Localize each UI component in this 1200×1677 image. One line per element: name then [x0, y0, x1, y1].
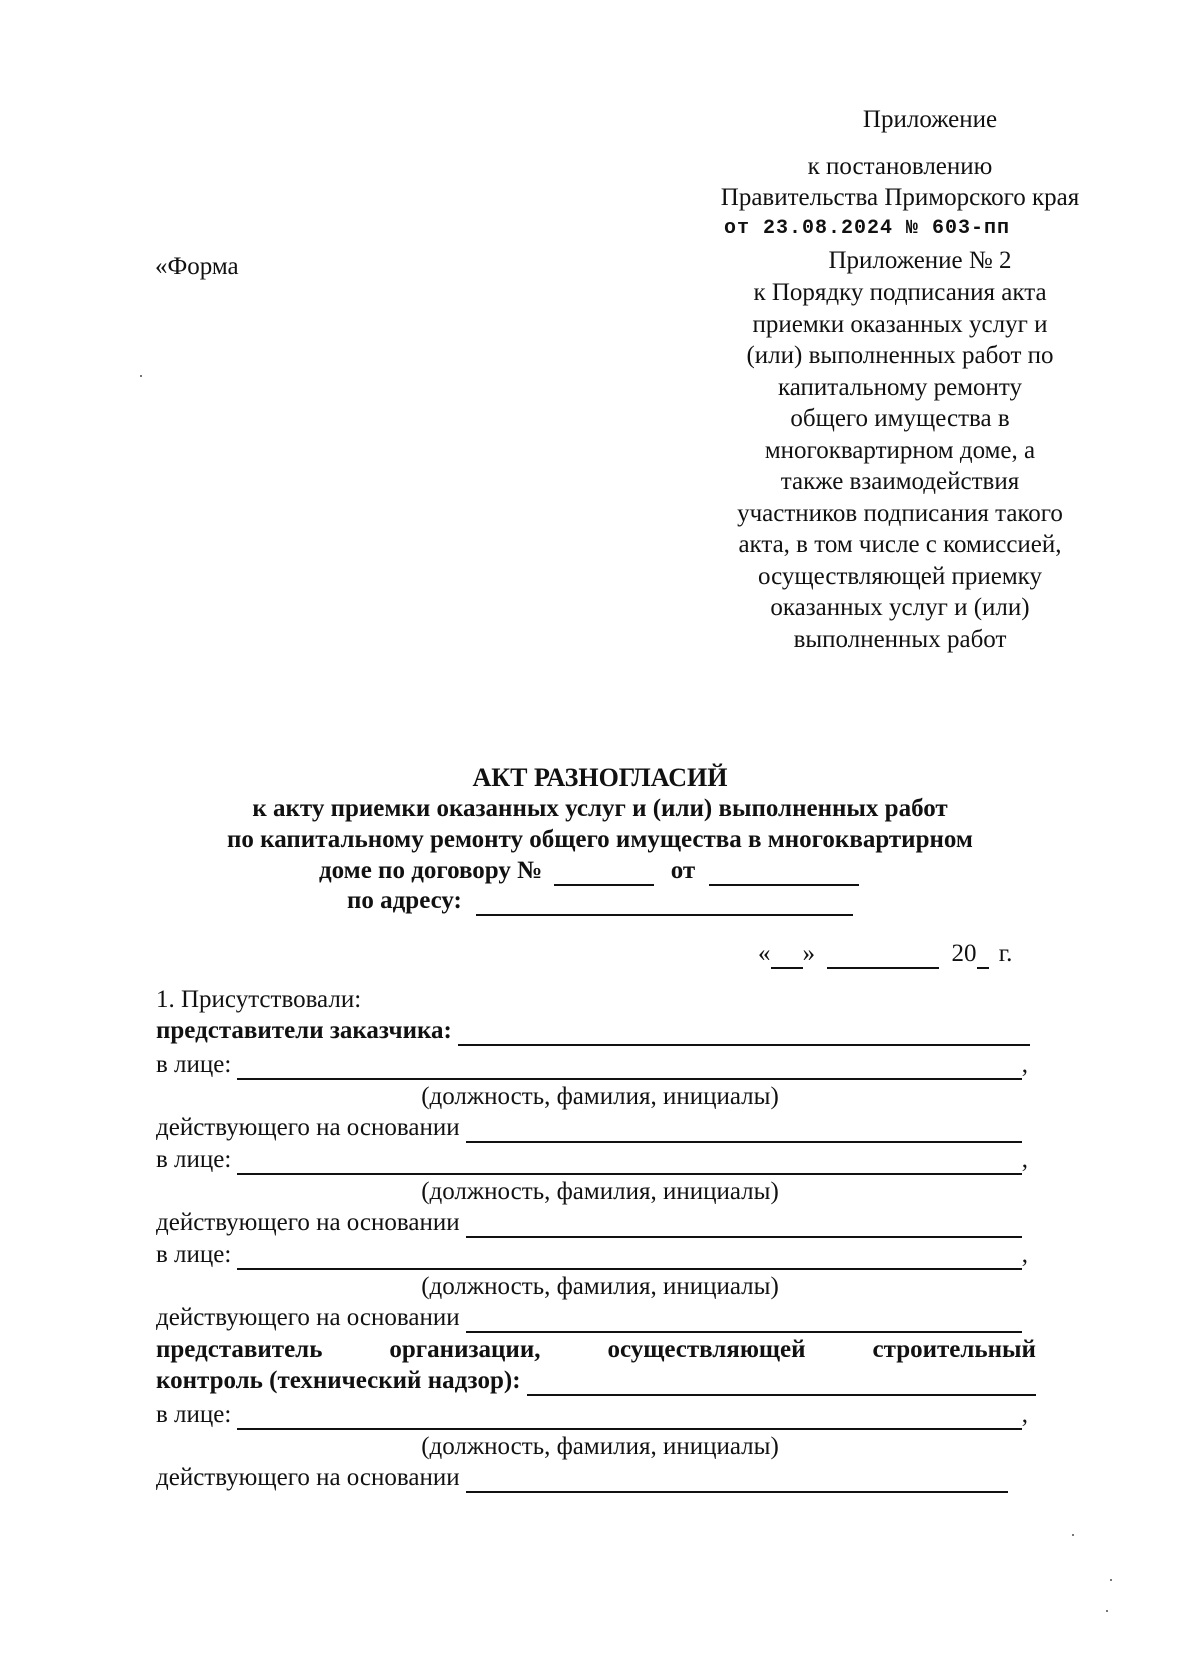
in-person-blank[interactable]: [237, 1406, 1021, 1430]
to-resolution: к постановлению: [807, 153, 993, 180]
day-blank[interactable]: [771, 945, 803, 969]
acting-basis-label: действующего на основании: [156, 1209, 460, 1236]
comma: ,: [1021, 1146, 1028, 1173]
scan-speck: [1106, 1610, 1108, 1612]
supervisor-word: строительный: [872, 1336, 1036, 1363]
comma: ,: [1021, 1051, 1028, 1078]
acting-basis-row: [156, 1113, 1022, 1143]
in-person-blank[interactable]: [237, 1056, 1021, 1080]
order-line: осуществляющей приемку: [758, 562, 1042, 590]
scan-speck: [140, 375, 142, 377]
open-quote: «: [758, 940, 771, 967]
year-prefix: 20: [951, 940, 977, 967]
resolution-stamp: от 23.08.2024 № 603-пп: [724, 217, 1011, 240]
order-line: общего имущества в: [790, 405, 1010, 432]
position-caption: (должность, фамилия, инициалы): [421, 1433, 779, 1460]
position-caption: (должность, фамилия, инициалы): [421, 1083, 779, 1110]
title-line-4: [347, 886, 853, 916]
year-suffix: г.: [998, 940, 1013, 967]
appendix-2-label: Приложение № 2: [828, 247, 1012, 274]
month-blank[interactable]: [827, 945, 939, 969]
supervisor-word: организации,: [389, 1336, 541, 1363]
supervisor-line-1: [156, 1335, 1036, 1365]
title-line-1: к акту приемки оказанных услуг и (или) выполненных работ: [252, 795, 948, 822]
supervisor-word: осуществляющей: [607, 1336, 806, 1363]
in-person-blank[interactable]: [237, 1246, 1021, 1270]
acting-basis-blank[interactable]: [466, 1469, 1008, 1493]
customer-reps-row: [156, 1016, 1030, 1046]
acting-basis-blank[interactable]: [466, 1214, 1022, 1238]
supervisor-blank[interactable]: [527, 1372, 1036, 1396]
in-person-row: [156, 1050, 1028, 1080]
comma: ,: [1021, 1241, 1028, 1268]
comma: ,: [1021, 1401, 1028, 1428]
contract-number-label: доме по договору №: [319, 857, 543, 884]
close-quote: »: [802, 940, 815, 967]
supervisor-word: представитель: [156, 1336, 323, 1363]
section-1-heading: 1. Присутствовали:: [156, 986, 362, 1013]
acting-basis-label: действующего на основании: [156, 1114, 460, 1141]
order-line: к Порядку подписания акта: [753, 279, 1047, 306]
acting-basis-label: действующего на основании: [156, 1304, 460, 1331]
contract-number-blank[interactable]: [554, 862, 654, 886]
year-blank[interactable]: [977, 945, 989, 969]
appendix-label: Приложение: [862, 106, 998, 133]
in-person-blank[interactable]: [237, 1151, 1021, 1175]
contract-date-label: от: [670, 857, 696, 884]
customer-reps-blank[interactable]: [458, 1022, 1030, 1046]
acting-basis-row: [156, 1303, 1022, 1333]
order-line: многоквартирном доме, а: [764, 436, 1036, 464]
position-caption: (должность, фамилия, инициалы): [421, 1273, 779, 1300]
in-person-label: в лице:: [156, 1241, 232, 1268]
order-line: оказанных услуг и (или): [770, 594, 1030, 621]
government-name: Правительства Приморского края: [720, 184, 1080, 211]
scan-speck: [1110, 1579, 1112, 1581]
acting-basis-blank[interactable]: [466, 1309, 1022, 1333]
document-title: АКТ РАЗНОГЛАСИЙ: [472, 763, 728, 792]
in-person-row: [156, 1400, 1028, 1430]
acting-basis-blank[interactable]: [466, 1119, 1022, 1143]
acting-basis-label: действующего на основании: [156, 1464, 460, 1491]
supervisor-label: контроль (технический надзор):: [156, 1367, 521, 1394]
in-person-label: в лице:: [156, 1401, 232, 1428]
order-line: также взаимодействия: [780, 468, 1020, 495]
order-line: капитальному ремонту: [777, 373, 1023, 401]
acting-basis-row: [156, 1463, 1008, 1493]
order-line: выполненных работ: [793, 625, 1007, 653]
order-line: акта, в том числе с комиссией,: [738, 531, 1062, 558]
contract-date-blank[interactable]: [709, 862, 859, 886]
address-label: по адресу:: [347, 887, 462, 914]
in-person-row: [156, 1145, 1028, 1175]
form-label: «Форма: [155, 253, 239, 280]
scan-speck: [1072, 1534, 1074, 1536]
position-caption: (должность, фамилия, инициалы): [421, 1178, 779, 1205]
order-line: участников подписания такого: [737, 499, 1063, 527]
date-line: [758, 939, 1012, 969]
in-person-label: в лице:: [156, 1051, 232, 1078]
supervisor-row: [156, 1366, 1036, 1396]
title-line-2: по капитальному ремонту общего имущества в многоквартирном: [227, 826, 973, 853]
title-line-3: [319, 856, 859, 886]
acting-basis-row: [156, 1208, 1022, 1238]
order-description: [700, 278, 1100, 655]
in-person-row: [156, 1240, 1028, 1270]
address-blank[interactable]: [476, 892, 853, 916]
order-line: (или) выполненных работ по: [746, 342, 1054, 369]
customer-reps-label: представители заказчика:: [156, 1017, 452, 1044]
in-person-label: в лице:: [156, 1146, 232, 1173]
order-line: приемки оказанных услуг и: [752, 310, 1048, 338]
